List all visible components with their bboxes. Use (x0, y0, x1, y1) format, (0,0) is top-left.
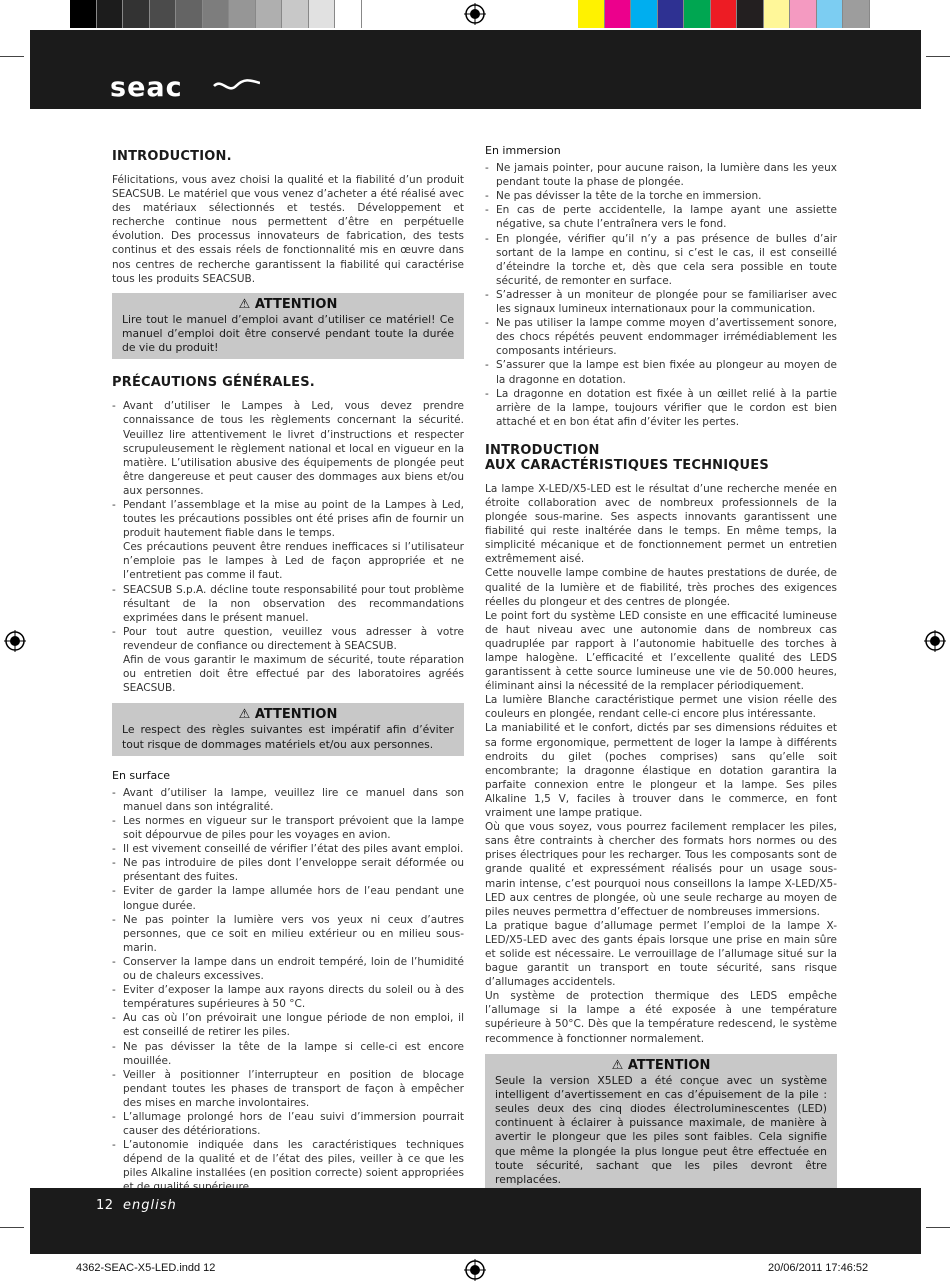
list-item: - Eviter de garder la lampe allumée hors de l’eau pendant une longue durée. (112, 884, 464, 912)
list-item: - Avant d’utiliser la lampe, veuillez lire ce manuel dans son manuel dans son intégralité. (112, 786, 464, 814)
color-swatch (737, 0, 764, 28)
color-swatch (282, 0, 309, 28)
seac-logo (110, 74, 260, 100)
svg-text:seac: seac (110, 74, 183, 100)
footer-band (30, 1188, 921, 1254)
page-language: english (123, 1198, 177, 1213)
crop-mark (926, 1227, 950, 1228)
attention-box (112, 293, 464, 360)
tech-heading-line2: AUX CARACTÉRISTIQUES TECHNIQUES (485, 457, 769, 473)
color-swatch (335, 0, 362, 28)
right-column (485, 142, 837, 1191)
color-swatch (631, 0, 658, 28)
tech-paragraph: La maniabilité et le confort, dictés par ses dimensions réduites et sa forme ergonomique, permettent de loger la lampe à différents endroits du gilet (poches comprises) sans qu’elle soit encombrante; la dragonne élastique en dotation garantira la parfaite connexion entre le plongeur et la lampe. Ses piles Alkaline 1,5 V, faciles à trouver dans le commerce, en font vraiment une lampe pratique. (485, 722, 837, 820)
list-item-continuation: Afin de vous garantir le maximum de sécurité, toute réparation ou entretien doit être effectué par des laboratoires agréés SEACSUB. (123, 654, 464, 695)
attention-title: ⚠ ATTENTION (238, 707, 338, 723)
registration-mark-icon (924, 630, 946, 652)
attention-box (112, 703, 464, 755)
list-item: - S’adresser à un moniteur de plongée pour se familiariser avec les signaux lumineux internationaux pour la communication. (485, 288, 837, 316)
list-item: - SEACSUB S.p.A. décline toute responsabilité pour tout problème résultant de la non observation des recommandations exprimées dans le présent manuel. (112, 583, 464, 625)
registration-mark-icon (4, 630, 26, 652)
color-swatch (229, 0, 256, 28)
color-swatch (578, 0, 605, 28)
crop-mark (926, 56, 950, 57)
color-swatch (176, 0, 203, 28)
list-item: - Ne pas dévisser la tête de la torche en immersion. (485, 189, 837, 203)
surface-list (112, 786, 464, 1195)
precautions-list (112, 399, 464, 695)
list-item: - Ne pas pointer la lumière vers vos yeux ni ceux d’autres personnes, que ce soit en milieu extérieur ou en milieu sous-marin. (112, 913, 464, 955)
color-swatch (605, 0, 632, 28)
intro-heading: INTRODUCTION. (112, 149, 232, 164)
list-item: - Ne pas utiliser la lampe comme moyen d’avertissement sonore, des chocs répétés peuvent endommager irrémédiablement les composants intérieurs. (485, 316, 837, 358)
left-column (112, 142, 464, 1195)
attention-box (485, 1054, 837, 1192)
color-swatch (309, 0, 336, 28)
color-swatch (843, 0, 870, 28)
slug-filename: 4362-SEAC-X5-LED.indd 12 (76, 1262, 216, 1274)
attention-text: Lire tout le manuel d’emploi avant d’utiliser ce matériel! Ce manuel d’emploi doit être conservé pendant toute la durée de vie du produit! (122, 312, 454, 355)
color-swatch (817, 0, 844, 28)
list-item-continuation: Ces précautions peuvent être rendues inefficaces si l’utilisateur n’emploie pas le lampes à Led de façon appropriée et ne l’entretient pas comme il faut. (123, 541, 464, 582)
list-item: - Ne pas dévisser la tête de la lampe si celle-ci est encore mouillée. (112, 1040, 464, 1068)
list-item: - En cas de perte accidentelle, la lampe ayant une assiette négative, sa chute l’entraînera vers le fond. (485, 203, 837, 231)
tech-paragraph: La lumière Blanche caractéristique permet une vision réelle des couleurs en plongée, rendant celle-ci encore plus intéressante. (485, 694, 837, 721)
color-swatch (97, 0, 124, 28)
list-item: - S’assurer que la lampe est bien fixée au plongeur au moyen de la dragonne en dotation. (485, 358, 837, 386)
precautions-heading: PRÉCAUTIONS GÉNÉRALES. (112, 375, 315, 391)
list-item: - L’allumage prolongé hors de l’eau suivi d’immersion pourrait causer des détériorations. (112, 1110, 464, 1138)
list-item: - Eviter d’exposer la lampe aux rayons directs du soleil ou à des températures supérieures à 50 °C. (112, 983, 464, 1011)
slug-datetime: 20/06/2011 17:46:52 (768, 1262, 869, 1274)
tech-paragraph: Cette nouvelle lampe combine de hautes prestations de durée, de qualité de la lumière et de fiabilité, très proches des exigences réelles du plongeur et des centres de plongée. (485, 567, 837, 608)
list-item: - L’autonomie indiquée dans les caractéristiques techniques dépend de la qualité et de l’état des piles, veiller à ce que les piles Alkaline installées (en position correcte) soient appropriées (112, 1138, 464, 1194)
list-item: - Pour tout autre question, veuillez vous adresser à votre revendeur de confiance ou directement à SEACSUB. (112, 625, 464, 653)
attention-title: ⚠ ATTENTION (611, 1057, 711, 1073)
tech-text (485, 482, 837, 1046)
color-swatch (711, 0, 738, 28)
gray-color-bar (70, 0, 362, 28)
immersion-subheading: En immersion (485, 144, 561, 157)
attention-title: ⚠ ATTENTION (238, 296, 338, 312)
crop-mark (0, 56, 24, 57)
color-swatch (790, 0, 817, 28)
list-item: - Ne pas introduire de piles dont l’enveloppe serait déformée ou présentant des fuites. (112, 856, 464, 884)
color-swatch (658, 0, 685, 28)
list-item: - La dragonne en dotation est fixée à un œillet relié à la partie arrière de la lampe, toujours vérifier que le cordon est bien attaché et en bon état afin d’éviter les pertes. (485, 387, 837, 429)
registration-mark-icon (464, 3, 486, 25)
tech-paragraph: Un système de protection thermique des LEDS empêche l’allumage si la lampe a été exposée à une température supérieure à 50°C. Dès que la température redescend, le système recommence à fonctionner normalement. (485, 990, 837, 1045)
list-item: - Au cas où l’on prévoirait une longue période de non emploi, il est conseillé de retirer les piles. (112, 1011, 464, 1039)
color-swatch (150, 0, 177, 28)
color-swatch (70, 0, 97, 28)
page-number: 12 (96, 1198, 114, 1213)
tech-paragraph: Où que vous soyez, vous pourrez facilement remplacer les piles, sans être contraints à chercher des formats hors normes ou des prises électriques pour les recharger. Tous les composants sont de grande qualité et expressément réalisés pour un usage sous-marin intense, c’est pourquoi nous conseillons la lampe X-LED/X5-LED aux centres de plongée, où une seule recharge au moyen de piles neuves permettra d’effectuer de nombreuses immersions. (485, 821, 837, 918)
attention-text: Seule la version X5LED a été conçue avec un système intelligent d’avertissement en cas d’épuisement de la pile : seules deux des cinq diodes électroluminescentes (LED) continuent à éclairer à puissance maximale, de manière à avertir le plongeur que les piles sont faibles. Cela signifie que même la plongée la plus longue peut être effectuée en toute sécurité, sachant que les piles devront être remplacées. (495, 1073, 827, 1187)
color-swatch (684, 0, 711, 28)
color-swatch (203, 0, 230, 28)
color-swatch (123, 0, 150, 28)
crop-mark (0, 1227, 24, 1228)
color-swatch (764, 0, 791, 28)
list-item: - Veiller à positionner l’interrupteur en position de blocage pendant toutes les phases de transport de façon à empêcher des mises en marche involontaires. (112, 1068, 464, 1110)
list-item: - Il est vivement conseillé de vérifier l’état des piles avant emploi. (112, 842, 464, 856)
attention-text: Le respect des règles suivantes est impératif afin d’éviter tout risque de dommages matériels et/ou aux personnes. (122, 723, 454, 751)
header-band (30, 30, 921, 109)
list-item: - Ne jamais pointer, pour aucune raison, la lumière dans les yeux pendant toute la phase de plongée. (485, 161, 837, 189)
intro-paragraph: Félicitations, vous avez choisi la qualité et la fiabilité d’un produit SEACSUB. Le matériel que vous venez d’acheter a été réalisé avec des matériaux sélectionnés et testés. Développement et recherche continue nous permettent d’être en perpétuelle évolution. Des processus innovateurs de fabrication, des tests continus et des essais réels de fonctionnalité mis en œuvre dans nos centres de recherche garantissent la fiabilité qui caractérise tous les produits SEACSUB. (112, 174, 464, 285)
tech-paragraph: La pratique bague d’allumage permet l’emploi de la lampe X-LED/X5-LED avec des gants épais lorsque une prise en main sûre et solide est nécessaire. Le verrouillage de l’allumage situé sur la bague garantit un transport en toute sécurité, sans risque d’allumages accidentels. (485, 919, 837, 989)
tech-paragraph: Le point fort du système LED consiste en une efficacité lumineuse de haut niveau avec une autonomie dans de nombreux cas quadruplée par rapport à l’autonomie habituelle des torches à lampe halogène. L’efficacité et l’excellente qualité des LEDS garantissent à cette source lumineuse une vie de 50.000 heures, éliminant ainsi la nécessité de la remplacer périodiquement. (485, 609, 837, 693)
list-item: - En plongée, vérifier qu’il n’y a pas présence de bulles d’air sortant de la lampe en continu, si c’est le cas, il est conseillé d’éteindre la torche et, dès que cela sera possible en toute sécurité, de remonter en surface. (485, 232, 837, 288)
process-color-bar (578, 0, 870, 28)
surface-subheading: En surface (112, 768, 171, 782)
list-item: - Les normes en vigueur sur le transport prévoient que la lampe soit dépourvue de piles pour les voyages en avion. (112, 814, 464, 842)
list-item: - Conserver la lampe dans un endroit tempéré, loin de l’humidité ou de chaleurs excessives. (112, 955, 464, 983)
color-swatch (256, 0, 283, 28)
tech-heading-line1: INTRODUCTION (485, 442, 600, 458)
immersion-list (485, 161, 837, 429)
list-item: - Pendant l’assemblage et la mise au point de la Lampes à Led, toutes les précautions possibles ont été prises afin de fournir un produit hautement fiable dans le temps. (112, 498, 464, 540)
registration-mark-icon (464, 1259, 486, 1281)
list-item: - Avant d’utiliser le Lampes à Led, vous devez prendre connaissance de tous les règlements concernant la sécurité. Veuillez lire attentivement le livret d’instructions et respecter scrupuleusement le règlement national et local en vigueur en la matière. L’utilisation abusive des équipements de plongée peut être dangereuse et peut causer des dommages aux biens et/ou aux personnes. (112, 399, 464, 498)
tech-paragraph: La lampe X-LED/X5-LED est le résultat d’une recherche menée en étroite collaboration avec de nombreux professionnels de la plongée sous-marine. Ses aspects innovants garantissent une fiabilité qui reste inaltérée dans le temps. En même temps, la simplicité mécanique et de fonctionnement permet un entretien extrêmement aisé. (485, 482, 837, 566)
